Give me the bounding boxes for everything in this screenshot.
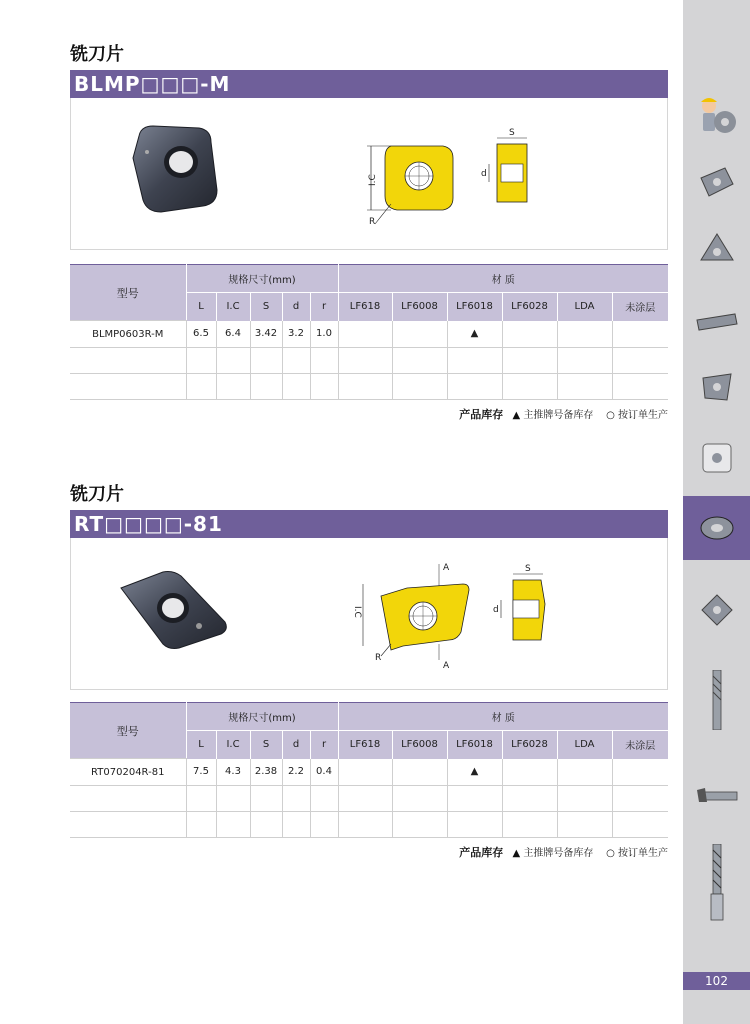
material-cell	[612, 759, 668, 786]
material-cell	[557, 321, 612, 348]
dim-cell: 3.2	[282, 321, 310, 348]
section-title: 铣刀片	[70, 484, 124, 505]
dim-cell: 2.38	[250, 759, 282, 786]
stock-text: 主推牌号备库存	[523, 848, 594, 859]
s-dim-label: S	[525, 564, 531, 574]
table-row	[70, 786, 668, 812]
dim-col-header: d	[282, 293, 310, 321]
dim-cell	[216, 348, 250, 374]
model-cell	[70, 786, 186, 812]
material-cell	[338, 348, 392, 374]
table-row	[70, 374, 668, 400]
material-col-header: LDA	[557, 731, 612, 759]
material-cell	[447, 374, 502, 400]
order-symbol: ○	[606, 848, 615, 859]
material-col-header: 未涂层	[612, 731, 668, 759]
dim-cell: 4.3	[216, 759, 250, 786]
page-number: 102	[683, 972, 750, 990]
insert-top-view-drawing	[351, 560, 481, 670]
product-image-panel	[70, 538, 668, 690]
dim-cell	[310, 348, 338, 374]
d-dim-label: d	[493, 605, 499, 615]
material-cell	[557, 786, 612, 812]
grooving-insert-icon[interactable]	[683, 290, 750, 354]
a-bottom-label: A	[443, 661, 450, 670]
material-col-header: LF6018	[447, 293, 502, 321]
trigon-insert-icon[interactable]	[683, 218, 750, 282]
table-row	[70, 321, 668, 348]
dim-cell: 6.5	[186, 321, 216, 348]
model-cell: BLMP0603R-M	[70, 321, 186, 348]
material-col-header: LF6008	[392, 731, 447, 759]
dim-cell	[310, 786, 338, 812]
material-cell	[338, 759, 392, 786]
material-cell	[502, 348, 557, 374]
dim-cell: 1.0	[310, 321, 338, 348]
material-header: 材 质	[338, 265, 668, 293]
stock-symbol: ▲	[512, 848, 521, 859]
model-header: 型号	[70, 703, 186, 759]
square-hole-insert-icon[interactable]	[683, 426, 750, 490]
material-cell	[447, 786, 502, 812]
product-image-panel	[70, 98, 668, 250]
order-text: 按订单生产	[618, 848, 668, 859]
dim-cell	[186, 374, 216, 400]
material-col-header: LF618	[338, 731, 392, 759]
dim-cell	[282, 348, 310, 374]
ic-dim-label: I.C	[352, 606, 362, 618]
sidebar-nav	[683, 0, 750, 1024]
stock-symbol: ▲	[512, 410, 521, 421]
model-series-band: BLMP□□□-M	[70, 70, 668, 98]
material-cell	[392, 759, 447, 786]
table-row	[70, 348, 668, 374]
material-cell	[447, 812, 502, 838]
material-cell	[338, 812, 392, 838]
material-col-header: LF6018	[447, 731, 502, 759]
material-col-header: LF6028	[502, 293, 557, 321]
dim-cell: 7.5	[186, 759, 216, 786]
insert-photo	[121, 116, 241, 226]
dim-col-header: S	[250, 731, 282, 759]
material-col-header: LDA	[557, 293, 612, 321]
material-cell	[502, 759, 557, 786]
square-insert-icon[interactable]	[683, 150, 750, 214]
dim-cell	[186, 348, 216, 374]
dim-col-header: d	[282, 731, 310, 759]
table-row	[70, 812, 668, 838]
material-cell	[557, 759, 612, 786]
r-dim-label: R	[375, 653, 382, 663]
round-insert-icon[interactable]	[683, 496, 750, 560]
legend-title: 产品库存	[459, 408, 504, 421]
material-cell	[338, 321, 392, 348]
material-cell	[612, 786, 668, 812]
dim-cell: 3.42	[250, 321, 282, 348]
material-cell	[447, 348, 502, 374]
dim-cell	[186, 812, 216, 838]
dim-cell	[216, 786, 250, 812]
s-dim-label: S	[509, 128, 515, 138]
d-dim-label: d	[481, 169, 487, 179]
material-cell	[557, 348, 612, 374]
section-rt	[70, 480, 668, 870]
ic-dim-label: I.C	[368, 174, 378, 186]
material-cell	[502, 812, 557, 838]
dim-cell: 0.4	[310, 759, 338, 786]
model-cell	[70, 348, 186, 374]
dim-col-header: S	[250, 293, 282, 321]
size-header: 规格尺寸(mm)	[186, 265, 338, 293]
material-cell	[338, 374, 392, 400]
material-cell	[612, 321, 668, 348]
dim-col-header: L	[186, 731, 216, 759]
worker-gear-icon[interactable]	[683, 84, 750, 148]
dim-cell	[250, 786, 282, 812]
model-cell	[70, 812, 186, 838]
a-top-label: A	[443, 563, 450, 573]
material-cell	[502, 321, 557, 348]
dim-cell	[282, 812, 310, 838]
material-cell	[612, 374, 668, 400]
dim-cell	[250, 374, 282, 400]
dim-cell: 2.2	[282, 759, 310, 786]
material-cell	[392, 321, 447, 348]
threading-insert-icon[interactable]	[683, 356, 750, 420]
material-col-header: LF618	[338, 293, 392, 321]
dim-cell: 6.4	[216, 321, 250, 348]
material-cell	[392, 348, 447, 374]
material-cell: ▲	[447, 759, 502, 786]
dim-cell	[250, 812, 282, 838]
section-title: 铣刀片	[70, 44, 124, 65]
material-col-header: LF6008	[392, 293, 447, 321]
order-text: 按订单生产	[618, 410, 668, 421]
dim-cell	[282, 374, 310, 400]
material-cell	[338, 786, 392, 812]
material-col-header: LF6028	[502, 731, 557, 759]
dim-cell	[216, 812, 250, 838]
material-cell: ▲	[447, 321, 502, 348]
material-header: 材 质	[338, 703, 668, 731]
dim-cell	[250, 348, 282, 374]
dim-col-header: I.C	[216, 293, 250, 321]
size-header: 规格尺寸(mm)	[186, 703, 338, 731]
legend-title: 产品库存	[459, 846, 504, 859]
material-cell	[557, 812, 612, 838]
stock-text: 主推牌号备库存	[523, 410, 594, 421]
material-cell	[392, 812, 447, 838]
insert-top-view-drawing	[361, 128, 471, 228]
material-cell	[612, 348, 668, 374]
dim-col-header: I.C	[216, 731, 250, 759]
insert-side-view-drawing	[481, 128, 541, 218]
model-series-band: RT□□□□-81	[70, 510, 668, 538]
dim-col-header: r	[310, 293, 338, 321]
dim-col-header: r	[310, 731, 338, 759]
section-blmp	[70, 40, 668, 430]
model-header: 型号	[70, 265, 186, 321]
insert-photo	[115, 564, 245, 664]
r-dim-label: R	[369, 217, 376, 227]
drill-icon[interactable]	[683, 852, 750, 916]
spec-table	[70, 702, 668, 838]
dim-cell	[186, 786, 216, 812]
material-col-header: 未涂层	[612, 293, 668, 321]
material-cell	[392, 374, 447, 400]
dim-cell	[310, 374, 338, 400]
end-mill-icon[interactable]	[683, 668, 750, 732]
dim-cell	[310, 812, 338, 838]
model-cell	[70, 374, 186, 400]
dim-cell	[282, 786, 310, 812]
model-cell: RT070204R-81	[70, 759, 186, 786]
material-cell	[502, 786, 557, 812]
milling-insert-icon[interactable]	[683, 578, 750, 642]
material-cell	[612, 812, 668, 838]
dim-cell	[216, 374, 250, 400]
stock-legend	[459, 406, 668, 422]
material-cell	[392, 786, 447, 812]
turning-holder-icon[interactable]	[683, 764, 750, 828]
dim-col-header: L	[186, 293, 216, 321]
order-symbol: ○	[606, 410, 615, 421]
spec-table	[70, 264, 668, 400]
insert-side-view-drawing	[487, 564, 557, 654]
material-cell	[502, 374, 557, 400]
stock-legend	[459, 844, 668, 860]
material-cell	[557, 374, 612, 400]
table-row	[70, 759, 668, 786]
